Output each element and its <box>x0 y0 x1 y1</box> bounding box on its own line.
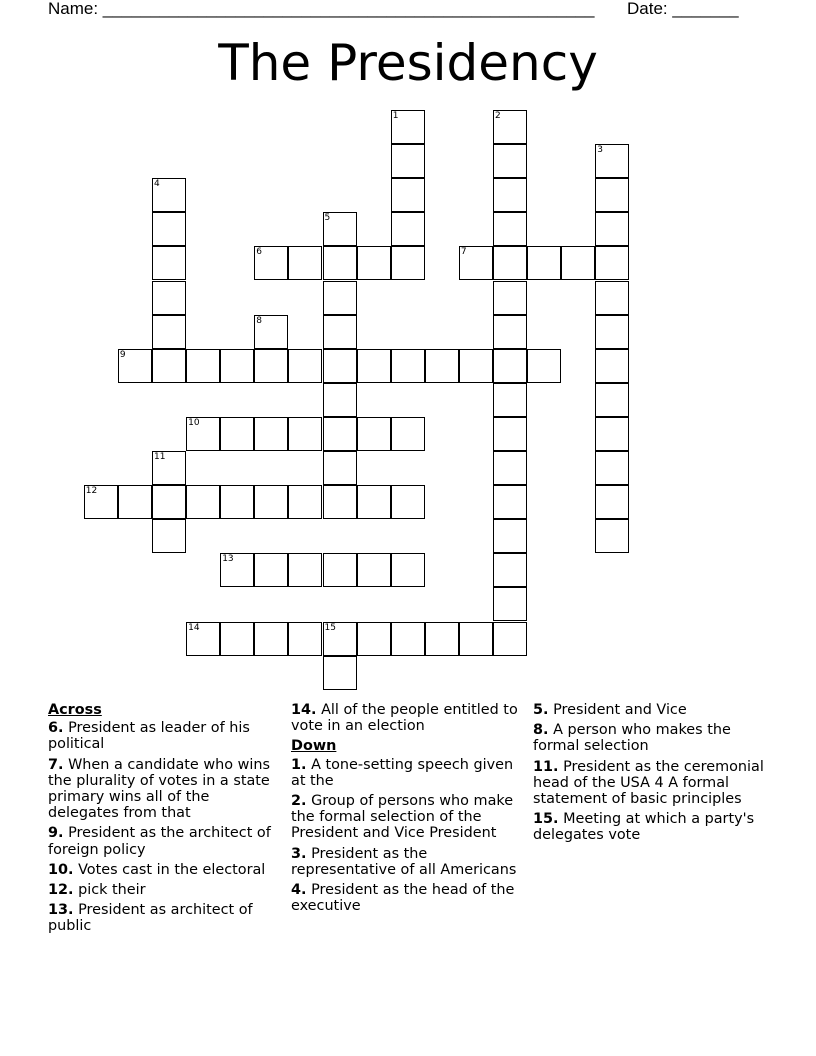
grid-cell[interactable] <box>254 417 288 451</box>
grid-cell[interactable] <box>118 349 152 383</box>
grid-cell[interactable] <box>186 485 220 519</box>
grid-cell[interactable] <box>220 349 254 383</box>
grid-cell[interactable] <box>84 485 118 519</box>
grid-cell[interactable] <box>288 622 322 656</box>
clue-number: 14 <box>188 622 200 633</box>
grid-cell[interactable] <box>186 622 220 656</box>
grid-cell[interactable] <box>288 349 322 383</box>
grid-cell[interactable] <box>323 315 357 349</box>
grid-cell[interactable] <box>391 485 425 519</box>
clue-down-5: 5. President and Vice <box>533 702 687 718</box>
clue-number: 9 <box>119 349 126 360</box>
grid-cell[interactable] <box>595 349 629 383</box>
clue-number: 5 <box>324 213 331 224</box>
grid-cell[interactable] <box>254 622 288 656</box>
clue-number: 13 <box>222 554 234 565</box>
grid-cell[interactable] <box>493 383 527 417</box>
grid-cell[interactable] <box>425 622 459 656</box>
grid-cell[interactable] <box>152 451 186 485</box>
grid-cell[interactable] <box>152 212 186 246</box>
grid-cell[interactable] <box>493 417 527 451</box>
clue-down-1: 1. A tone-setting speech given at the <box>291 756 514 789</box>
grid-cell[interactable] <box>220 622 254 656</box>
grid-cell[interactable] <box>595 451 629 485</box>
grid-cell[interactable] <box>323 485 357 519</box>
grid-cell[interactable] <box>493 519 527 553</box>
grid-cell[interactable] <box>323 383 357 417</box>
grid-cell[interactable] <box>493 349 527 383</box>
clue-down-15: 15. Meeting at which a party's delegates vote <box>533 811 755 844</box>
clue-down-8: 8. A person who makes the formal selection <box>533 722 731 755</box>
clue-across-10: 10. Votes cast in the electoral <box>48 861 266 878</box>
grid-cell[interactable] <box>152 246 186 280</box>
clue-across-12: 12. pick their <box>48 882 146 899</box>
clue-down-2: 2. Group of persons who make the formal selection of the President and Vice President <box>291 793 514 842</box>
grid-cell[interactable] <box>323 281 357 315</box>
grid-cell[interactable] <box>493 110 527 144</box>
grid-cell[interactable] <box>391 212 425 246</box>
grid-cell[interactable] <box>323 451 357 485</box>
clue-number: 1 <box>392 111 399 121</box>
grid-cell[interactable] <box>220 553 254 587</box>
clue-across-14: 14. All of the people entitled to vote in an election <box>291 702 518 735</box>
grid-cell[interactable] <box>254 553 288 587</box>
grid-cell[interactable] <box>493 281 527 315</box>
clue-number: 3 <box>597 145 604 156</box>
clue-across-7: 7. When a candidate who wins the plurality of votes in a state primary wins all of the delegates from that <box>48 756 271 822</box>
grid-cell[interactable] <box>493 144 527 178</box>
grid-cell[interactable] <box>288 417 322 451</box>
date-field-label: Date: _______ <box>627 0 739 18</box>
grid-cell[interactable] <box>323 553 357 587</box>
grid-cell[interactable] <box>493 212 527 246</box>
grid-cell[interactable] <box>186 349 220 383</box>
grid-cell[interactable] <box>391 178 425 212</box>
grid-cell[interactable] <box>493 553 527 587</box>
grid-cell[interactable] <box>152 178 186 212</box>
grid-cell[interactable] <box>459 246 493 280</box>
grid-cell[interactable] <box>323 349 357 383</box>
grid-cell[interactable] <box>493 315 527 349</box>
page-title: The Presidency <box>218 34 598 92</box>
clue-number: 15 <box>324 622 336 633</box>
grid-cell[interactable] <box>595 212 629 246</box>
grid-cell[interactable] <box>391 553 425 587</box>
grid-cell[interactable] <box>152 485 186 519</box>
grid-cell[interactable] <box>425 349 459 383</box>
clue-number: 6 <box>256 247 263 258</box>
name-field-label: Name: ____________________________________________________ <box>48 0 595 18</box>
grid-cell[interactable] <box>186 417 220 451</box>
grid-cell[interactable] <box>323 212 357 246</box>
grid-cell[interactable] <box>288 553 322 587</box>
grid-cell[interactable] <box>357 622 391 656</box>
grid-cell[interactable] <box>220 485 254 519</box>
grid-cell[interactable] <box>254 315 288 349</box>
grid-cell[interactable] <box>595 485 629 519</box>
clue-number: 11 <box>154 452 166 462</box>
grid-cell[interactable] <box>323 417 357 451</box>
clue-down-4: 4. President as the head of the executive <box>291 882 515 915</box>
grid-cell[interactable] <box>459 622 493 656</box>
grid-cell[interactable] <box>323 622 357 656</box>
grid-cell[interactable] <box>493 246 527 280</box>
clues-column-3 <box>533 702 773 848</box>
grid-cell[interactable] <box>595 519 629 553</box>
clue-number: 8 <box>256 315 263 326</box>
grid-cell[interactable] <box>527 349 561 383</box>
grid-cell[interactable] <box>254 485 288 519</box>
clues-column-2 <box>291 702 519 918</box>
grid-cell[interactable] <box>357 485 391 519</box>
grid-cell[interactable] <box>493 451 527 485</box>
grid-cell[interactable] <box>391 622 425 656</box>
grid-cell[interactable] <box>357 417 391 451</box>
grid-cell[interactable] <box>493 178 527 212</box>
grid-cell[interactable] <box>357 349 391 383</box>
grid-cell[interactable] <box>595 417 629 451</box>
grid-cell[interactable] <box>595 144 629 178</box>
clue-number: 10 <box>188 417 200 428</box>
grid-cell[interactable] <box>391 144 425 178</box>
clue-number: 2 <box>495 111 501 121</box>
grid-cell[interactable] <box>118 485 152 519</box>
grid-cell[interactable] <box>493 485 527 519</box>
grid-cell[interactable] <box>391 246 425 280</box>
grid-cell[interactable] <box>391 110 425 144</box>
grid-cell[interactable] <box>391 417 425 451</box>
clue-across-9: 9. President as the architect of foreign policy <box>48 825 271 858</box>
grid-cell[interactable] <box>493 587 527 621</box>
grid-cell[interactable] <box>459 349 493 383</box>
grid-cell[interactable] <box>288 246 322 280</box>
grid-cell[interactable] <box>561 246 595 280</box>
grid-cell[interactable] <box>254 349 288 383</box>
grid-cell[interactable] <box>357 553 391 587</box>
grid-cell[interactable] <box>220 417 254 451</box>
clue-number: 12 <box>85 486 98 497</box>
grid-cell[interactable] <box>152 349 186 383</box>
grid-cell[interactable] <box>288 485 322 519</box>
clue-across-6: 6. President as leader of his political <box>48 720 250 753</box>
grid-cell[interactable] <box>254 246 288 280</box>
grid-cell[interactable] <box>595 246 629 280</box>
down-heading: Down <box>291 738 337 755</box>
across-heading: Across <box>48 702 102 718</box>
grid-cell[interactable] <box>323 656 357 690</box>
grid-cell[interactable] <box>493 622 527 656</box>
clues-column-1 <box>48 702 280 939</box>
clue-down-11: 11. President as the ceremonial head of the USA 4 A formal statement of basic principles <box>533 758 764 808</box>
grid-cell[interactable] <box>323 246 357 280</box>
grid-cell[interactable] <box>595 383 629 417</box>
grid-cell[interactable] <box>595 281 629 315</box>
grid-cell[interactable] <box>152 281 186 315</box>
grid-cell[interactable] <box>595 315 629 349</box>
grid-cell[interactable] <box>152 519 186 553</box>
grid-cell[interactable] <box>595 178 629 212</box>
clue-down-3: 3. President as the representative of all Americans <box>291 845 517 878</box>
clue-number: 7 <box>460 247 467 258</box>
grid-cell[interactable] <box>527 246 561 280</box>
grid-cell[interactable] <box>357 246 391 280</box>
clue-number: 4 <box>154 179 160 190</box>
grid-cell[interactable] <box>391 349 425 383</box>
clue-across-13: 13. President as architect of public <box>48 902 253 935</box>
grid-cell[interactable] <box>152 315 186 349</box>
